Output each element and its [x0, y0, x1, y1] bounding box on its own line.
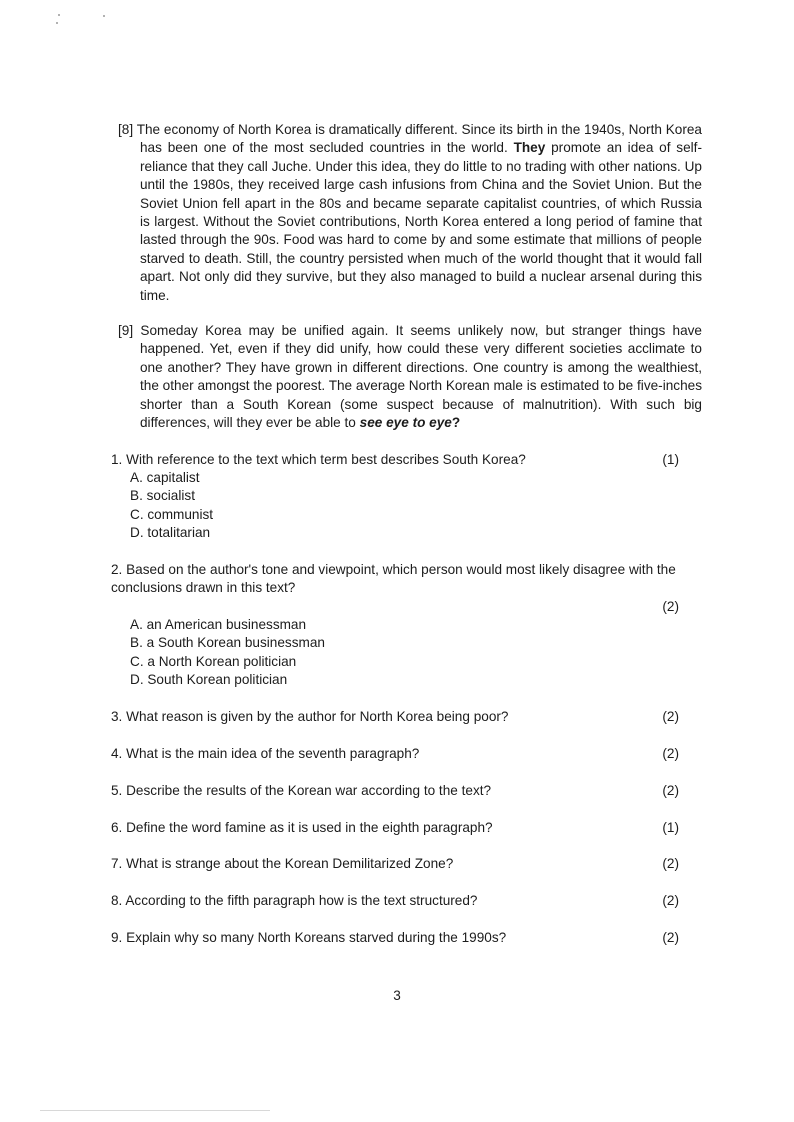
- question-marks: (2): [662, 783, 679, 798]
- question-8: [111, 892, 679, 910]
- option-b: B. a South Korean businessman: [130, 635, 325, 651]
- question-text: 8. According to the fifth paragraph how is the text structured?: [111, 893, 478, 908]
- scan-speck: [103, 15, 105, 17]
- question-marks: (2): [662, 709, 679, 724]
- question-text: 4. What is the main idea of the seventh paragraph?: [111, 746, 420, 761]
- question-5: [111, 782, 679, 800]
- page-number: 3: [393, 988, 401, 1003]
- paragraph-8: [118, 121, 702, 305]
- question-marks: (2): [662, 599, 679, 614]
- option-c: C. communist: [130, 506, 214, 522]
- scan-artifact: [40, 1110, 270, 1111]
- question-marks: (1): [662, 452, 679, 467]
- question-2: [111, 561, 679, 598]
- paragraph-bold-word: They: [513, 140, 546, 156]
- question-2-options: [130, 616, 325, 690]
- scan-speck: [58, 14, 60, 16]
- question-marks: (2): [662, 856, 679, 871]
- question-6: [111, 819, 679, 837]
- question-1-options: [130, 469, 213, 543]
- option-d: D. South Korean politician: [130, 672, 288, 688]
- question-marks: (1): [662, 820, 679, 835]
- question-marks: (2): [662, 930, 679, 945]
- paragraph-emphasis: see eye to eye: [359, 415, 452, 431]
- option-a: A. an American businessman: [130, 617, 307, 632]
- question-4: [111, 745, 679, 763]
- option-a: A. capitalist: [130, 470, 200, 485]
- question-text: 3. What reason is given by the author for North Korea being poor?: [111, 709, 509, 724]
- question-3: [111, 708, 679, 726]
- question-2-marks-row: [111, 598, 679, 616]
- question-marks: (2): [662, 746, 679, 761]
- question-9: [111, 929, 679, 947]
- paragraph-9: [118, 322, 702, 432]
- question-text: 5. Describe the results of the Korean war according to the text?: [111, 783, 492, 798]
- question-1: [111, 451, 679, 469]
- question-text: 6. Define the word famine as it is used in the eighth paragraph?: [111, 820, 493, 835]
- scan-speck: [56, 22, 58, 24]
- paragraph-text: promote an idea of self-reliance that they call Juche. Under this idea, they do little to no trading with other nations. Up until the 1980s, they received large cash infusions from China and the Soviet Union. But the Soviet Union fell apart in the 80s and became separate capitalist countries, of which Russia is largest. Without the Soviet contributions, North Korea entered a long period of famine that lasted through the 90s. Food was hard to come by and some estimate that millions of people starved to death. Still, the country persisted when much of the world thought that it would fall apart. Not only did they survive, but they also managed to build a nuclear arsenal during this time.: [140, 140, 702, 303]
- question-7: [111, 855, 679, 873]
- paragraph-end-mark: ?: [451, 415, 461, 431]
- option-d: D. totalitarian: [130, 525, 211, 541]
- paragraph-number: [9]: [118, 323, 134, 338]
- question-text: 7. What is strange about the Korean Demilitarized Zone?: [111, 856, 454, 871]
- option-c: C. a North Korean politician: [130, 653, 297, 669]
- paragraph-text: Someday Korea may be unified again. It seems unlikely now, but stranger things have happened. Yet, even if they did unify, how could these very different societies acclimate to one another? They have grown in different directions. One country is among the wealthiest, the other amongst the poorest. The average North Korean male is estimated to be five-inches shorter than a South Korean (some suspect because of malnutrition). With such big differences, will they ever be able to: [140, 323, 702, 431]
- question-text: 1. With reference to the text which term best describes South Korea?: [111, 452, 526, 467]
- option-b: B. socialist: [130, 488, 195, 504]
- paragraph-number: [8]: [118, 122, 134, 137]
- question-text: 2. Based on the author's tone and viewpoint, which person would most likely disagree with the conclusions drawn in this text?: [111, 562, 676, 596]
- question-text: 9. Explain why so many North Koreans starved during the 1990s?: [111, 930, 507, 945]
- question-marks: (2): [662, 893, 679, 908]
- paragraph-text: The economy of North Korea is dramatically different. Since its birth in the 1940s, North Korea has been one of the most secluded countries in the world.: [136, 122, 702, 156]
